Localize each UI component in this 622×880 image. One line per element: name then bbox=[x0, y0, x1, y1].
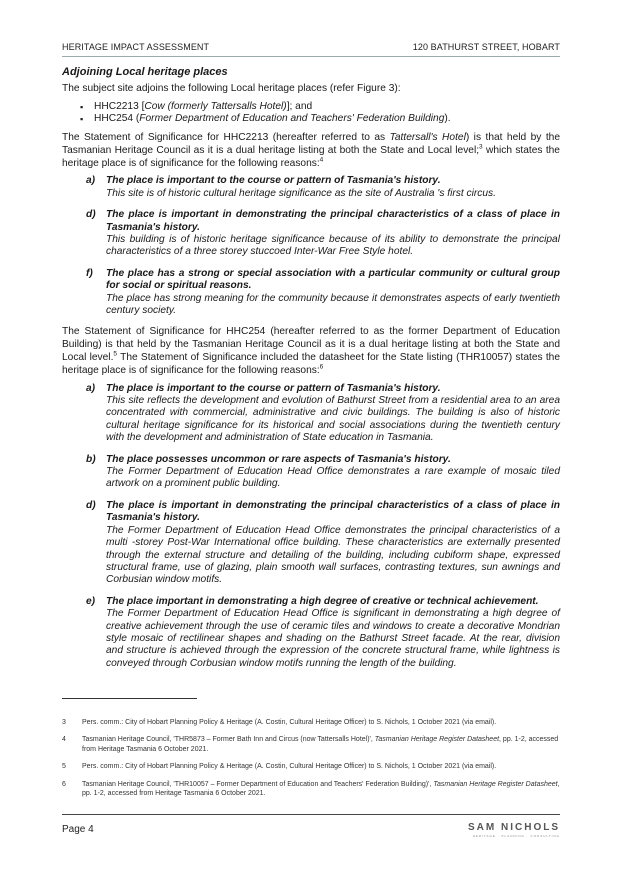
criterion-description: This building is of historic heritage significance because of its ability to demonstrate the principal characteristics of a three storey stuccoed Inter-War Free Style hotel. bbox=[106, 234, 560, 258]
criteria-list-hhc2213 bbox=[62, 175, 560, 317]
criterion-letter: e) bbox=[86, 595, 96, 607]
page-header bbox=[62, 40, 560, 57]
criterion-item bbox=[62, 175, 560, 200]
footnote-number: 6 bbox=[62, 780, 66, 788]
footnote: 6 Tasmanian Heritage Council, 'THR10057 – Former Department of Education and Teachers' Federation Building)', Tasmanian Heritage Register Datasheet, pp. 1-2, accessed from Heritage Tasmania 6 October 2021. bbox=[62, 780, 560, 798]
places-list bbox=[62, 101, 560, 126]
criterion-item bbox=[62, 209, 560, 259]
criterion-item bbox=[62, 268, 560, 318]
page-number: Page 4 bbox=[62, 824, 94, 835]
footnote-number: 4 bbox=[62, 736, 66, 744]
statement-paragraph-hhc2213: The Statement of Significance for HHC2213 (hereafter referred to as Tattersall's Hotel) is that held by the Tasmanian Heritage Council as it is a dual heritage listing at both the State and Local level;$^3$ which states the heritage place is of significance for the following reasons:$^4$ bbox=[62, 131, 561, 169]
criterion-item bbox=[62, 500, 560, 587]
criterion-description: This site reflects the development and evolution of Bathurst Street from a residential area to an area concentrated with commercial, administrative and civic buildings. The building is also of historic cultural heritage significance for its historical and social associations during the twentieth century with the development and administration of State education in Tasmania. bbox=[106, 395, 560, 444]
criteria-list-hhc254 bbox=[62, 383, 560, 671]
list-item: ▪ HHC2213 [Cow (formerly Tattersalls Hotel)]; and bbox=[80, 101, 560, 114]
page-body bbox=[62, 66, 560, 679]
logo-tagline: HERITAGE · PLANNING · CONSULTING bbox=[472, 834, 560, 838]
footer-divider bbox=[62, 814, 560, 815]
criterion-description: The Former Department of Education Head Office is significant in demonstrating a high degree of creative achievement through the use of ceramic tiles and windows to create a decorative Mondrian style mosaic of rectilinear shapes and shading on the Bathurst Street facade. At the rear, division and structure is achieved through the expression of the concrete structural frame, while lightness is conveyed through Corbusian window motifs running the length of the building. bbox=[106, 608, 560, 669]
header-address: 120 BATHURST STREET, HOBART bbox=[412, 42, 560, 52]
header-title: HERITAGE IMPACT ASSESSMENT bbox=[62, 42, 210, 52]
footnote: 5 Pers. comm.: City of Hobart Planning Policy & Heritage (A. Costin, Cultural Heritage Officer) to S. Nichols, 1 October 2021 (via email). bbox=[62, 763, 497, 771]
footnote-number: 3 bbox=[62, 719, 66, 726]
criterion-heading: The place important in demonstrating a high degree of creative or technical achievement. bbox=[106, 595, 539, 607]
footnote-ref[interactable]: 6 bbox=[319, 363, 324, 371]
criterion-heading: The place has a strong or special association with a particular community or cultural group for social or spiritual reasons. bbox=[106, 267, 560, 292]
footnote-ref[interactable]: 4 bbox=[319, 156, 324, 164]
footnote-number: 5 bbox=[62, 763, 66, 771]
criterion-description: This site is of historic cultural heritage significance as the site of Australia 's first circus. bbox=[106, 187, 496, 199]
criterion-heading: The place is important to the course or pattern of Tasmania's history. bbox=[106, 175, 441, 187]
statement-paragraph-hhc254: The Statement of Significance for HHC254 (hereafter referred to as the former Department of Education Building) is that held by the Tasmanian Heritage Council as it is a dual heritage listing at both the State and Local level.$^5$ The Statement of Significance included the datasheet for the State listing (THR10057) states the heritage place is of significance for the following reasons:$^6$ bbox=[62, 326, 561, 376]
criterion-heading: The place is important in demonstrating the principal characteristics of a class of place in Tasmania's history. bbox=[106, 499, 560, 524]
criterion-description: The Former Department of Education Head Office demonstrates the principal characteristics of a multi -storey Post-War International office building. These characteristics are externally presented through the external structure and detailing of the building, including cubiform shape, expressed structural frame, use of glazing, plain smooth wall surfaces, contrasting textures, sun awnings and Corbusian window motifs. bbox=[106, 524, 560, 586]
criterion-letter: b) bbox=[86, 453, 96, 465]
criterion-heading: The place possesses uncommon or rare aspects of Tasmania's history. bbox=[106, 453, 451, 465]
section-heading: Adjoining Local heritage places bbox=[62, 66, 228, 78]
criterion-heading: The place is important in demonstrating the principal characteristics of a class of place in Tasmania's history. bbox=[106, 209, 560, 233]
criterion-item bbox=[62, 596, 560, 670]
criterion-item bbox=[62, 383, 560, 445]
criterion-item bbox=[62, 454, 560, 491]
criterion-letter: a) bbox=[86, 175, 96, 187]
criterion-letter: f) bbox=[86, 267, 93, 279]
criterion-letter: a) bbox=[86, 382, 96, 394]
criterion-description: The place has strong meaning for the community because it demonstrates aspects of early twentieth century society. bbox=[106, 292, 560, 317]
criterion-letter: d) bbox=[86, 209, 96, 221]
criterion-description: The Former Department of Education Head Office demonstrates a rare example of mosaic tiled artwork on a prominent public building. bbox=[106, 466, 560, 490]
intro-paragraph: The subject site adjoins the following Local heritage places (refer Figure 3): bbox=[62, 83, 401, 94]
footnote: 4 Tasmanian Heritage Council, 'THR5873 – Former Bath Inn and Circus (now Tattersalls Hotel)', Tasmanian Heritage Register Datasheet, pp. 1-2, accessed from Heritage Tasmania 6 October 2021. bbox=[62, 736, 559, 753]
footnote-ref[interactable]: 5 bbox=[113, 350, 118, 358]
footnote-divider bbox=[62, 698, 197, 699]
list-item: ▪ HHC254 (Former Department of Education and Teachers' Federation Building). bbox=[80, 113, 560, 126]
footnote-ref[interactable]: 3 bbox=[479, 143, 483, 151]
logo-wordmark: SAM NICHOLS bbox=[468, 822, 560, 833]
criterion-heading: The place is important to the course or pattern of Tasmania's history. bbox=[106, 382, 441, 394]
criterion-letter: d) bbox=[86, 499, 96, 511]
footnote: 3 Pers. comm.: City of Hobart Planning Policy & Heritage (A. Costin, Cultural Heritage Officer) to S. Nichols, 1 October 2021 (via email). bbox=[62, 719, 497, 726]
footnotes bbox=[62, 718, 560, 806]
company-logo bbox=[468, 822, 560, 838]
